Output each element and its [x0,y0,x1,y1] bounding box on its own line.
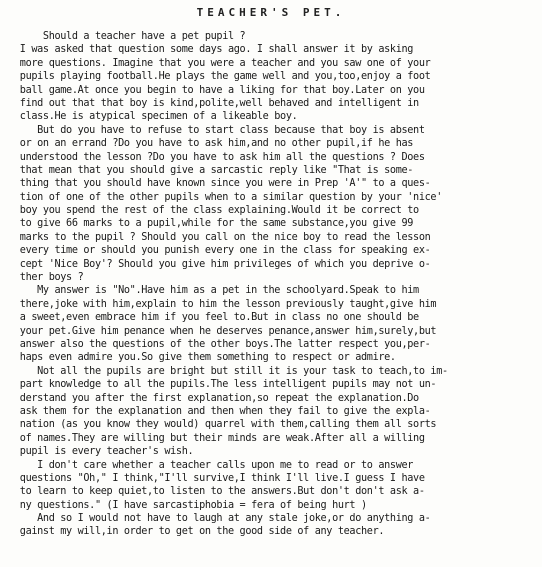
text-line: ball game.At once you begin to have a liking for that boy.Later on you [14,84,425,96]
text-line: or on an errand ?Do you have to ask him,and no other pupil,if he has [14,138,414,150]
text-line: a sweet,even embrace him if you feel to.But in class no one should be [14,312,419,324]
text-line: Should a teacher have a pet pupil ? [14,31,246,42]
text-line: ny questions." (I have sarcastiphobia = fera of being hurt ) [14,499,367,511]
text-line: derstand you after the first explanation,so repeat the explanation.Do [14,392,419,404]
text-line: marks to the pupil ? Should you call on the nice boy to read the lesson [14,231,431,243]
essay-body [14,30,534,539]
text-line: gainst my will,in order to get on the good side of any teacher. [14,526,385,538]
text-line: Not all the pupils are bright but still it is your task to teach,to im- [14,365,448,377]
text-line: boy you spend the rest of the class explaining.Would it be correct to [14,205,419,217]
text-line: find out that that boy is kind,polite,well behaved and intelligent in [14,97,419,109]
text-line: And so I would not have to laugh at any stale joke,or do anything a- [14,513,431,525]
text-line: answer also the questions of the other boys.The latter respect you,per- [14,338,431,350]
text-line: ther boys ? [14,272,84,284]
text-line: cept 'Nice Boy'? Should you give him privileges of which you deprive o- [14,258,431,270]
text-line: more questions. Imagine that you were a teacher and you saw one of your [14,57,431,69]
text-line: nation (as you know they would) quarrel with them,calling them all sorts [14,419,437,431]
text-line: there,joke with him,explain to him the lesson previously taught,give him [14,298,437,310]
text-line: to learn to keep quiet,to listen to the answers.But don't don't ask a- [14,486,425,498]
text-line: every time or should you punish every one in the class for speaking ex- [14,245,431,257]
text-line: I was asked that question some days ago. I shall answer it by asking [14,44,414,56]
text-line: tion of one of the other pupils when to a similar question by your 'nice' [14,191,442,203]
page-title: TEACHER'S PET. [196,6,346,19]
text-line: pupils playing football.He plays the game well and you,too,enjoy a foot [14,71,431,83]
text-line: class.He is atypical specimen of a likeable boy. [14,111,298,123]
text-line: thing that you should have known since you were in Prep 'A'" to a ques- [14,178,431,190]
text-line: But do you have to refuse to start class because that boy is absent [14,124,425,136]
text-line: part knowledge to all the pupils.The less intelligent pupils may not un- [14,379,437,391]
text-line: pupil is every teacher's wish. [14,446,194,458]
text-line: ask them for the explanation and then when they fail to give the expla- [14,405,431,417]
text-line: My answer is "No".Have him as a pet in the schoolyard.Speak to him [14,285,419,297]
text-line: to give 66 marks to a pupil,while for the same substance,you give 99 [14,218,414,230]
text-line: of names.They are willing but their minds are weak.After all a willing [14,432,425,444]
text-line: I don't care whether a teacher calls upon me to read or to answer [14,459,414,471]
text-line: haps even admire you.So give them something to respect or admire. [14,352,396,364]
text-line: that mean that you should give a sarcastic reply like "That is some- [14,164,414,176]
text-line: understood the lesson ?Do you have to ask him all the questions ? Does [14,151,425,163]
text-line: your pet.Give him penance when he deserves penance,answer him,surely,but [14,325,437,337]
text-line: questions "Oh," I think,"I'll survive,I think I'll live.I guess I have [14,472,425,484]
